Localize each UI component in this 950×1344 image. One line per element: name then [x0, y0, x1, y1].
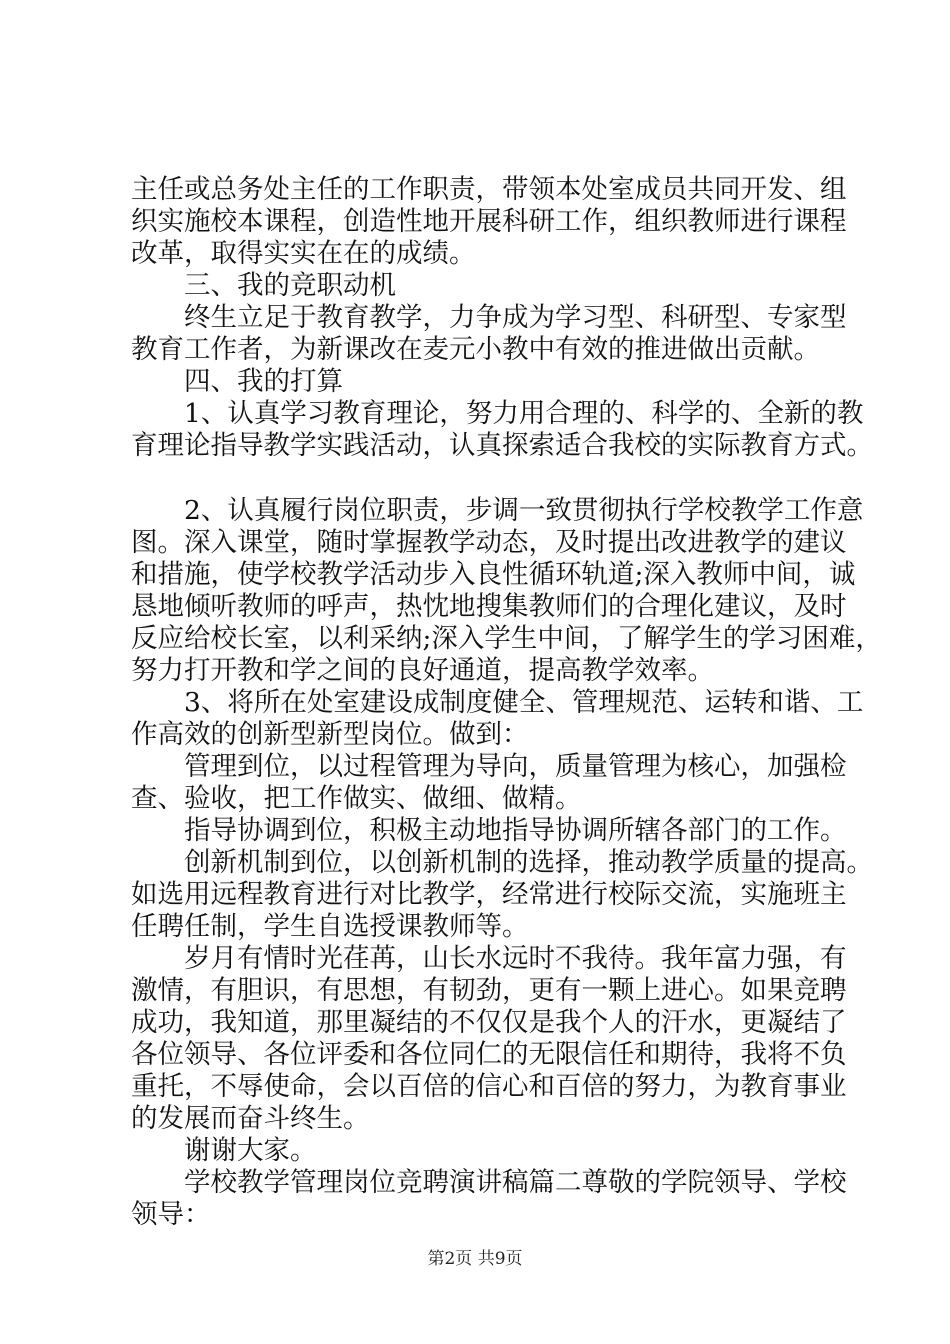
text-line: 努力打开教和学之间的良好通道，提高教学效率。: [131, 655, 714, 686]
section-heading: 三、我的竞职动机: [131, 270, 396, 301]
section-heading: 四、我的打算: [131, 366, 343, 397]
text-line: 2、认真履行岗位职责，步调一致贯彻执行学校教学工作意: [131, 495, 864, 526]
text-line: 管理到位，以过程管理为导向，质量管理为核心，加强检: [131, 751, 847, 782]
text-line: 终生立足于教育教学，力争成为学习型、科研型、专家型: [131, 302, 847, 333]
text-line: 学校教学管理岗位竞聘演讲稿篇二尊敬的学院领导、学校: [131, 1167, 847, 1198]
text-line: 各位领导、各位评委和各位同仁的无限信任和期待，我将不负: [131, 1039, 847, 1070]
text-line: 激情，有胆识，有思想，有韧劲，更有一颗上进心。如果竞聘: [131, 975, 847, 1006]
paragraph-gap: [131, 462, 846, 495]
text-line: 改革，取得实实在在的成绩。: [131, 238, 476, 269]
text-line: 育理论指导教学实践活动，认真探索适合我校的实际教育方式。: [131, 430, 873, 461]
text-line: 如选用远程教育进行对比教学，经常进行校际交流，实施班主: [131, 879, 847, 910]
text-line: 谢谢大家。: [131, 1135, 317, 1166]
page-number-footer: 第2页 共9页: [427, 1249, 523, 1269]
text-line: 3、将所在处室建设成制度健全、管理规范、运转和谐、工: [131, 687, 864, 718]
text-line: 任聘任制，学生自选授课教师等。: [131, 911, 529, 942]
text-line: 主任或总务处主任的工作职责，带领本处室成员共同开发、组: [131, 174, 847, 205]
text-line: 重托，不辱使命，会以百倍的信心和百倍的努力，为教育事业: [131, 1071, 847, 1102]
text-line: 恳地倾听教师的呼声，热忱地搜集教师们的合理化建议，及时: [131, 591, 847, 622]
text-line: 的发展而奋斗终生。: [131, 1103, 370, 1134]
text-line: 反应给校长室，以利采纳;深入学生中间，了解学生的学习困难，: [131, 623, 882, 654]
text-line: 教育工作者，为新课改在麦元小教中有效的推进做出贡献。: [131, 334, 820, 365]
text-line: 作高效的创新型新型岗位。做到：: [131, 719, 529, 750]
text-line: 图。深入课堂，随时掌握教学动态，及时提出改进教学的建议: [131, 527, 847, 558]
document-body: [131, 174, 882, 1231]
text-line: 成功，我知道，那里凝结的不仅仅是我个人的汗水，更凝结了: [131, 1007, 847, 1038]
text-line: 指导协调到位，积极主动地指导协调所辖各部门的工作。: [131, 815, 847, 846]
text-line: 创新机制到位，以创新机制的选择，推动教学质量的提高。: [131, 847, 873, 878]
text-line: 和措施，使学校教学活动步入良性循环轨道;深入教师中间，诚: [131, 559, 856, 590]
text-line: 岁月有情时光荏苒，山长水远时不我待。我年富力强，有: [131, 943, 847, 974]
text-line: 织实施校本课程，创造性地开展科研工作，组织教师进行课程: [131, 206, 847, 237]
text-line: 1、认真学习教育理论，努力用合理的、科学的、全新的教: [131, 398, 864, 429]
text-line: 领导：: [131, 1199, 211, 1230]
text-line: 查、验收，把工作做实、做细、做精。: [131, 783, 582, 814]
